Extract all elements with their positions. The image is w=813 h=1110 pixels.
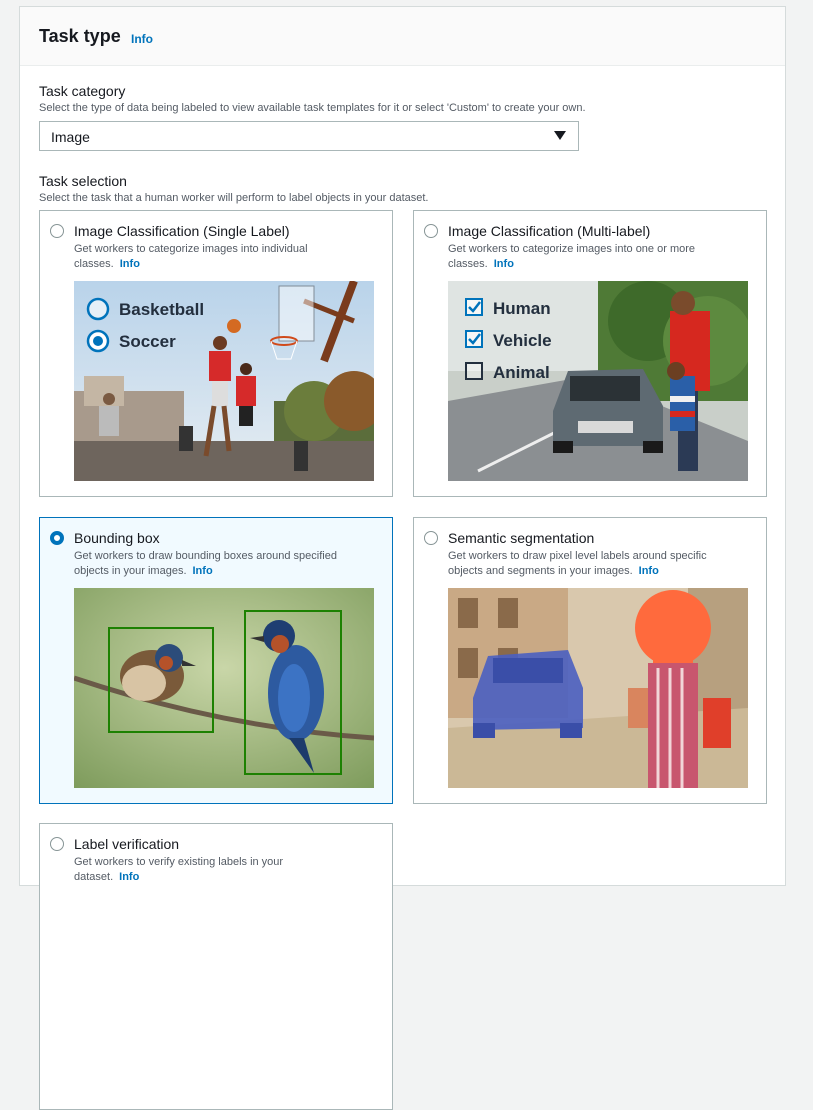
- task-option-bounding-box[interactable]: [39, 517, 393, 804]
- task-option-description-text: Get workers to draw bounding boxes around specified objects in your images.: [74, 550, 337, 577]
- task-category-select[interactable]: [39, 121, 579, 151]
- task-option-description: [448, 242, 738, 272]
- task-option-description-text: Get workers to categorize images into individual classes.: [74, 243, 308, 270]
- task-selection-label: Task selection: [39, 173, 127, 189]
- basketball-preview-image: [74, 281, 374, 481]
- info-link[interactable]: Info: [119, 871, 140, 883]
- task-option-title: Image Classification (Multi-label): [448, 223, 651, 239]
- preview-label-basketball: Basketball: [119, 300, 205, 319]
- task-option-title: Label verification: [74, 836, 180, 852]
- task-category-selected-value: Image: [51, 129, 90, 145]
- info-link[interactable]: Info: [493, 258, 514, 270]
- task-option-semantic-segmentation[interactable]: [413, 517, 767, 804]
- task-option-description-text: Get workers to verify existing labels in your dataset.: [74, 856, 284, 883]
- task-option-image-classification-multi[interactable]: [413, 210, 767, 497]
- street-preview-image: [448, 281, 748, 481]
- task-option-label-verification[interactable]: [39, 823, 393, 1110]
- panel-header: [20, 7, 785, 66]
- segmentation-preview-image: [448, 588, 748, 788]
- radio-button[interactable]: [424, 224, 438, 238]
- task-option-title: Semantic segmentation: [448, 530, 595, 546]
- radio-button[interactable]: [50, 531, 64, 545]
- radio-button[interactable]: [424, 531, 438, 545]
- panel-title: Task type: [39, 26, 121, 46]
- info-link[interactable]: Info: [638, 565, 659, 577]
- radio-button[interactable]: [50, 837, 64, 851]
- task-option-description-text: Get workers to categorize images into one or more classes.: [448, 243, 696, 270]
- task-option-title: Image Classification (Single Label): [74, 223, 290, 239]
- task-option-description: [74, 242, 364, 272]
- preview-label-soccer: Soccer: [119, 332, 176, 351]
- caret-down-icon: [554, 131, 566, 140]
- task-category-description: Select the type of data being labeled to view available task templates for it or select 'Custom' to create your own.: [39, 102, 586, 114]
- task-option-title: Bounding box: [74, 530, 160, 546]
- info-link[interactable]: Info: [119, 258, 140, 270]
- task-type-panel: [19, 6, 786, 886]
- preview-label-vehicle: Vehicle: [493, 331, 552, 350]
- task-option-description-text: Get workers to draw pixel level labels around specific objects and segments in your images.: [448, 550, 707, 577]
- task-option-description: [74, 549, 364, 579]
- task-option-description: [74, 855, 334, 885]
- info-link[interactable]: Info: [131, 32, 153, 46]
- task-option-description: [448, 549, 738, 579]
- info-link[interactable]: Info: [192, 565, 213, 577]
- task-selection-description: Select the task that a human worker will perform to label objects in your dataset.: [39, 192, 429, 204]
- radio-button[interactable]: [50, 224, 64, 238]
- task-option-image-classification-single[interactable]: [39, 210, 393, 497]
- task-category-label: Task category: [39, 83, 126, 99]
- preview-label-human: Human: [493, 299, 551, 318]
- preview-label-animal: Animal: [493, 363, 550, 382]
- birds-preview-image: [74, 588, 374, 788]
